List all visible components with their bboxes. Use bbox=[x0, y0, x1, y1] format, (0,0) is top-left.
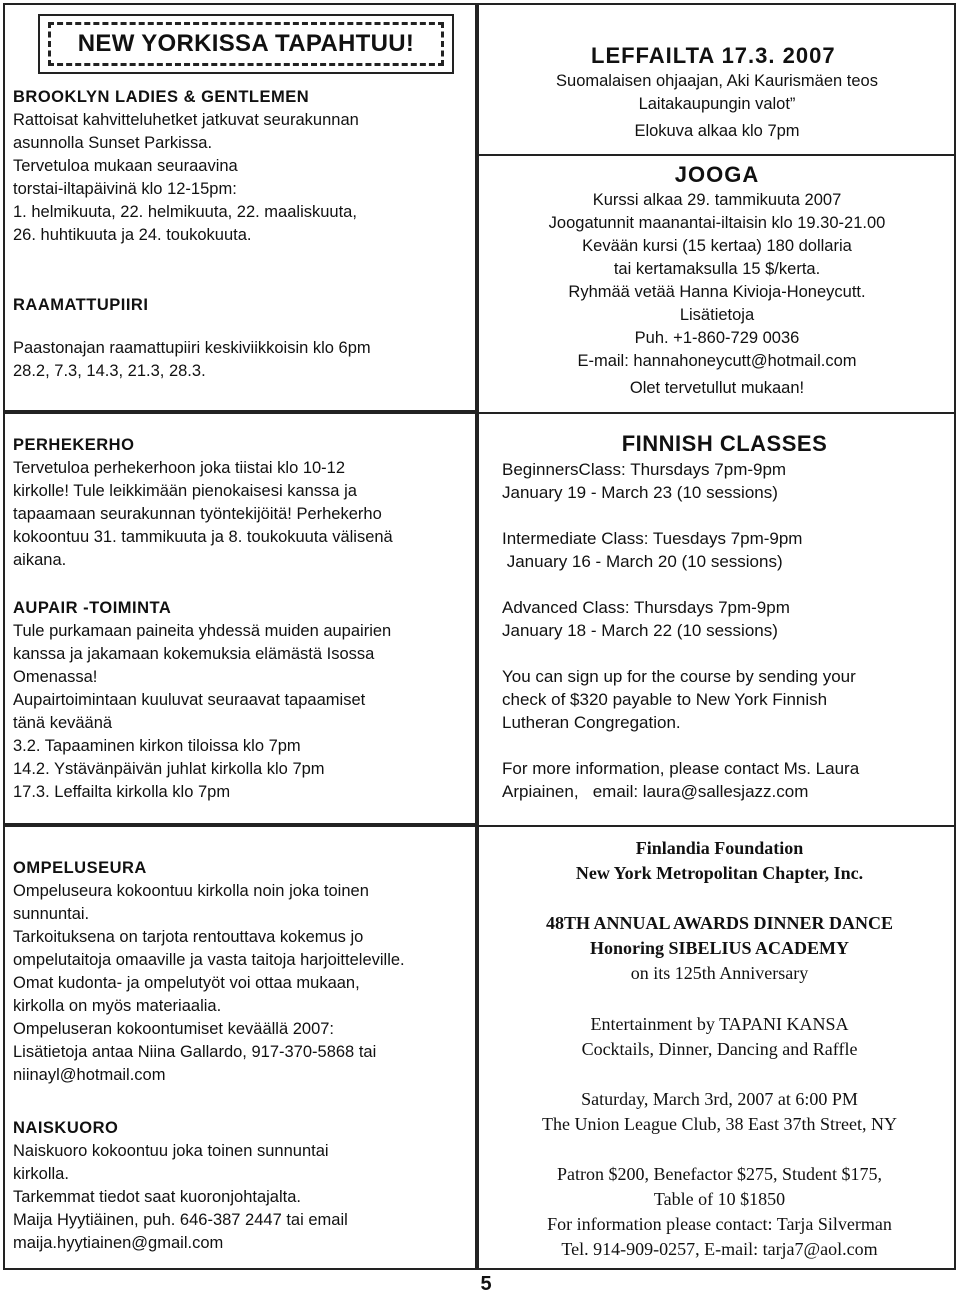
jooga-section bbox=[487, 161, 947, 400]
naiskuoro-line: Naiskuoro kokoontuu joka toinen sunnuntai bbox=[13, 1142, 329, 1160]
brooklyn-line: 1. helmikuuta, 22. helmikuuta, 22. maaliskuuta, bbox=[13, 203, 357, 221]
jooga-line: E-mail: hannahoneycutt@hotmail.com bbox=[577, 352, 857, 370]
jooga-line: Puh. +1-860-729 0036 bbox=[634, 329, 800, 347]
perhekerho-line: tapaamaan seurakunnan työntekijöitä! Perhekerho bbox=[13, 505, 382, 523]
raamattupiiri-section bbox=[13, 294, 463, 383]
finlandia-line: on its 125th Anniversary bbox=[630, 963, 809, 983]
finlandia-line: Saturday, March 3rd, 2007 at 6:00 PM bbox=[581, 1089, 858, 1109]
naiskuoro-line: maija.hyytiainen@gmail.com bbox=[13, 1234, 224, 1252]
finnish-classes-line: Advanced Class: Thursdays 7pm-9pm bbox=[502, 598, 790, 617]
page-number: 5 bbox=[480, 1273, 492, 1295]
finnish-classes-line: January 19 - March 23 (10 sessions) bbox=[502, 483, 778, 502]
raamattupiiri-line: Paastonajan raamattupiiri keskiviikkoisin klo 6pm bbox=[13, 339, 371, 357]
naiskuoro-line: Tarkemmat tiedot saat kuoronjohtajalta. bbox=[13, 1188, 301, 1206]
finlandia-line: Entertainment by TAPANI KANSA bbox=[590, 1014, 849, 1034]
leffailta-heading: LEFFAILTA 17.3. 2007 bbox=[591, 43, 836, 68]
leffailta-line: Suomalaisen ohjaajan, Aki Kaurismäen teos bbox=[556, 72, 878, 90]
ompeluseura-section bbox=[13, 857, 473, 1087]
finnish-classes-section bbox=[502, 430, 947, 803]
aupair-line: tänä keväänä bbox=[13, 714, 113, 732]
brooklyn-heading: BROOKLYN LADIES & GENTLEMEN bbox=[13, 88, 310, 106]
raamattupiiri-line: 28.2, 7.3, 14.3, 21.3, 28.3. bbox=[13, 362, 206, 380]
finnish-classes-line: You can sign up for the course by sending your bbox=[502, 667, 856, 686]
jooga-line: Kurssi alkaa 29. tammikuuta 2007 bbox=[592, 191, 842, 209]
ompeluseura-line: ompelutaitoja omaaville ja vasta taitoja harjoitteleville. bbox=[13, 951, 405, 969]
brooklyn-section bbox=[13, 86, 463, 247]
aupair-line: 17.3. Leffailta kirkolla klo 7pm bbox=[13, 783, 231, 801]
ompeluseura-line: Tarkoituksena on tarjota rentouttava kokemus jo bbox=[13, 928, 364, 946]
ompeluseura-line: Lisätietoja antaa Niina Gallardo, 917-370-5868 tai bbox=[13, 1043, 377, 1061]
perhekerho-line: aikana. bbox=[13, 551, 67, 569]
finnish-classes-line: check of $320 payable to New York Finnish bbox=[502, 690, 828, 709]
jooga-line: Lisätietoja bbox=[679, 306, 755, 324]
finnish-classes-line: January 16 - March 20 (10 sessions) bbox=[502, 552, 783, 571]
finlandia-line: For information please contact: Tarja Silverman bbox=[547, 1214, 892, 1234]
aupair-line: 3.2. Tapaaminen kirkon tiloissa klo 7pm bbox=[13, 737, 301, 755]
page-title: NEW YORKISSA TAPAHTUU! bbox=[77, 30, 415, 57]
perhekerho-section bbox=[13, 434, 468, 572]
aupair-line: Omenassa! bbox=[13, 668, 98, 686]
right-divider-2 bbox=[477, 412, 956, 414]
raamattupiiri-heading: RAAMATTUPIIRI bbox=[13, 296, 149, 314]
right-divider-1 bbox=[477, 154, 956, 156]
finlandia-line: Cocktails, Dinner, Dancing and Raffle bbox=[581, 1039, 858, 1059]
finlandia-line: Patron $200, Benefactor $275, Student $175, bbox=[557, 1164, 882, 1184]
aupair-line: Tule purkamaan paineita yhdessä muiden aupairien bbox=[13, 622, 392, 640]
aupair-heading: AUPAIR -TOIMINTA bbox=[13, 599, 172, 617]
brooklyn-line: Rattoisat kahvitteluhetket jatkuvat seurakunnan bbox=[13, 111, 359, 129]
ompeluseura-heading: OMPELUSEURA bbox=[13, 859, 147, 877]
naiskuoro-line: kirkolla. bbox=[13, 1165, 69, 1183]
ompeluseura-line: Ompeluseura kokoontuu kirkolla noin joka toinen bbox=[13, 882, 369, 900]
aupair-line: 14.2. Ystävänpäivän juhlat kirkolla klo 7pm bbox=[13, 760, 325, 778]
finlandia-line: Finlandia Foundation bbox=[635, 838, 804, 858]
finlandia-line: Tel. 914-909-0257, E-mail: tarja7@aol.com bbox=[561, 1239, 878, 1259]
right-divider-3 bbox=[477, 825, 956, 827]
finlandia-line: The Union League Club, 38 East 37th Street, NY bbox=[542, 1114, 897, 1134]
finlandia-line: 48TH ANNUAL AWARDS DINNER DANCE bbox=[545, 913, 894, 933]
jooga-line: Olet tervetullut mukaan! bbox=[629, 379, 805, 397]
aupair-line: kanssa ja jakamaan kokemuksia elämästä Isossa bbox=[13, 645, 375, 663]
finnish-classes-line: Arpiainen, email: laura@sallesjazz.com bbox=[502, 782, 809, 801]
finnish-classes-line: Intermediate Class: Tuesdays 7pm-9pm bbox=[502, 529, 803, 548]
perhekerho-line: kirkolle! Tule leikkimään pienokaisesi kanssa ja bbox=[13, 482, 357, 500]
aupair-line: Aupairtoimintaan kuuluvat seuraavat tapaamiset bbox=[13, 691, 366, 709]
naiskuoro-heading: NAISKUORO bbox=[13, 1119, 119, 1137]
brooklyn-line: asunnolla Sunset Parkissa. bbox=[13, 134, 213, 152]
leffailta-line: Laitakaupungin valot” bbox=[638, 95, 796, 113]
finnish-classes-heading: FINNISH CLASSES bbox=[621, 431, 828, 456]
finnish-classes-line: Lutheran Congregation. bbox=[502, 713, 681, 732]
perhekerho-line: Tervetuloa perhekerhoon joka tiistai klo 10-12 bbox=[13, 459, 346, 477]
finlandia-section bbox=[487, 836, 952, 1262]
ompeluseura-line: niinayl@hotmail.com bbox=[13, 1066, 166, 1084]
leffailta-line: Elokuva alkaa klo 7pm bbox=[634, 122, 800, 140]
ompeluseura-line: Omat kudonta- ja ompelutyöt voi ottaa mukaan, bbox=[13, 974, 360, 992]
perhekerho-heading: PERHEKERHO bbox=[13, 436, 135, 454]
ompeluseura-line: Ompeluseran kokoontumiset keväällä 2007: bbox=[13, 1020, 335, 1038]
finlandia-line: New York Metropolitan Chapter, Inc. bbox=[575, 863, 864, 883]
jooga-line: Kevään kursi (15 kertaa) 180 dollaria bbox=[582, 237, 852, 255]
naiskuoro-line: Maija Hyytiäinen, puh. 646-387 2447 tai email bbox=[13, 1211, 348, 1229]
jooga-line: Ryhmää vetää Hanna Kivioja-Honeycutt. bbox=[568, 283, 866, 301]
finlandia-line: Honoring SIBELIUS ACADEMY bbox=[589, 938, 850, 958]
perhekerho-line: kokoontuu 31. tammikuuta ja 8. toukokuuta välisenä bbox=[13, 528, 393, 546]
brooklyn-line: Tervetuloa mukaan seuraavina bbox=[13, 157, 238, 175]
ompeluseura-line: sunnuntai. bbox=[13, 905, 90, 923]
title-box bbox=[38, 14, 454, 74]
finnish-classes-line: January 18 - March 22 (10 sessions) bbox=[502, 621, 778, 640]
finnish-classes-line: For more information, please contact Ms. Laura bbox=[502, 759, 860, 778]
jooga-line: tai kertamaksulla 15 $/kerta. bbox=[613, 260, 821, 278]
spacer bbox=[13, 317, 463, 337]
finnish-classes-line: BeginnersClass: Thursdays 7pm-9pm bbox=[502, 460, 787, 479]
ompeluseura-line: kirkolla on myös materiaalia. bbox=[13, 997, 222, 1015]
brooklyn-line: 26. huhtikuuta ja 24. toukokuuta. bbox=[13, 226, 252, 244]
brooklyn-line: torstai-iltapäivinä klo 12-15pm: bbox=[13, 180, 237, 198]
finlandia-line: Table of 10 $1850 bbox=[653, 1189, 786, 1209]
aupair-section bbox=[13, 597, 468, 804]
leffailta-section bbox=[487, 42, 947, 143]
jooga-heading: JOOGA bbox=[674, 162, 760, 187]
jooga-line: Joogatunnit maanantai-iltaisin klo 19.30-21.00 bbox=[548, 214, 886, 232]
naiskuoro-section bbox=[13, 1117, 468, 1255]
